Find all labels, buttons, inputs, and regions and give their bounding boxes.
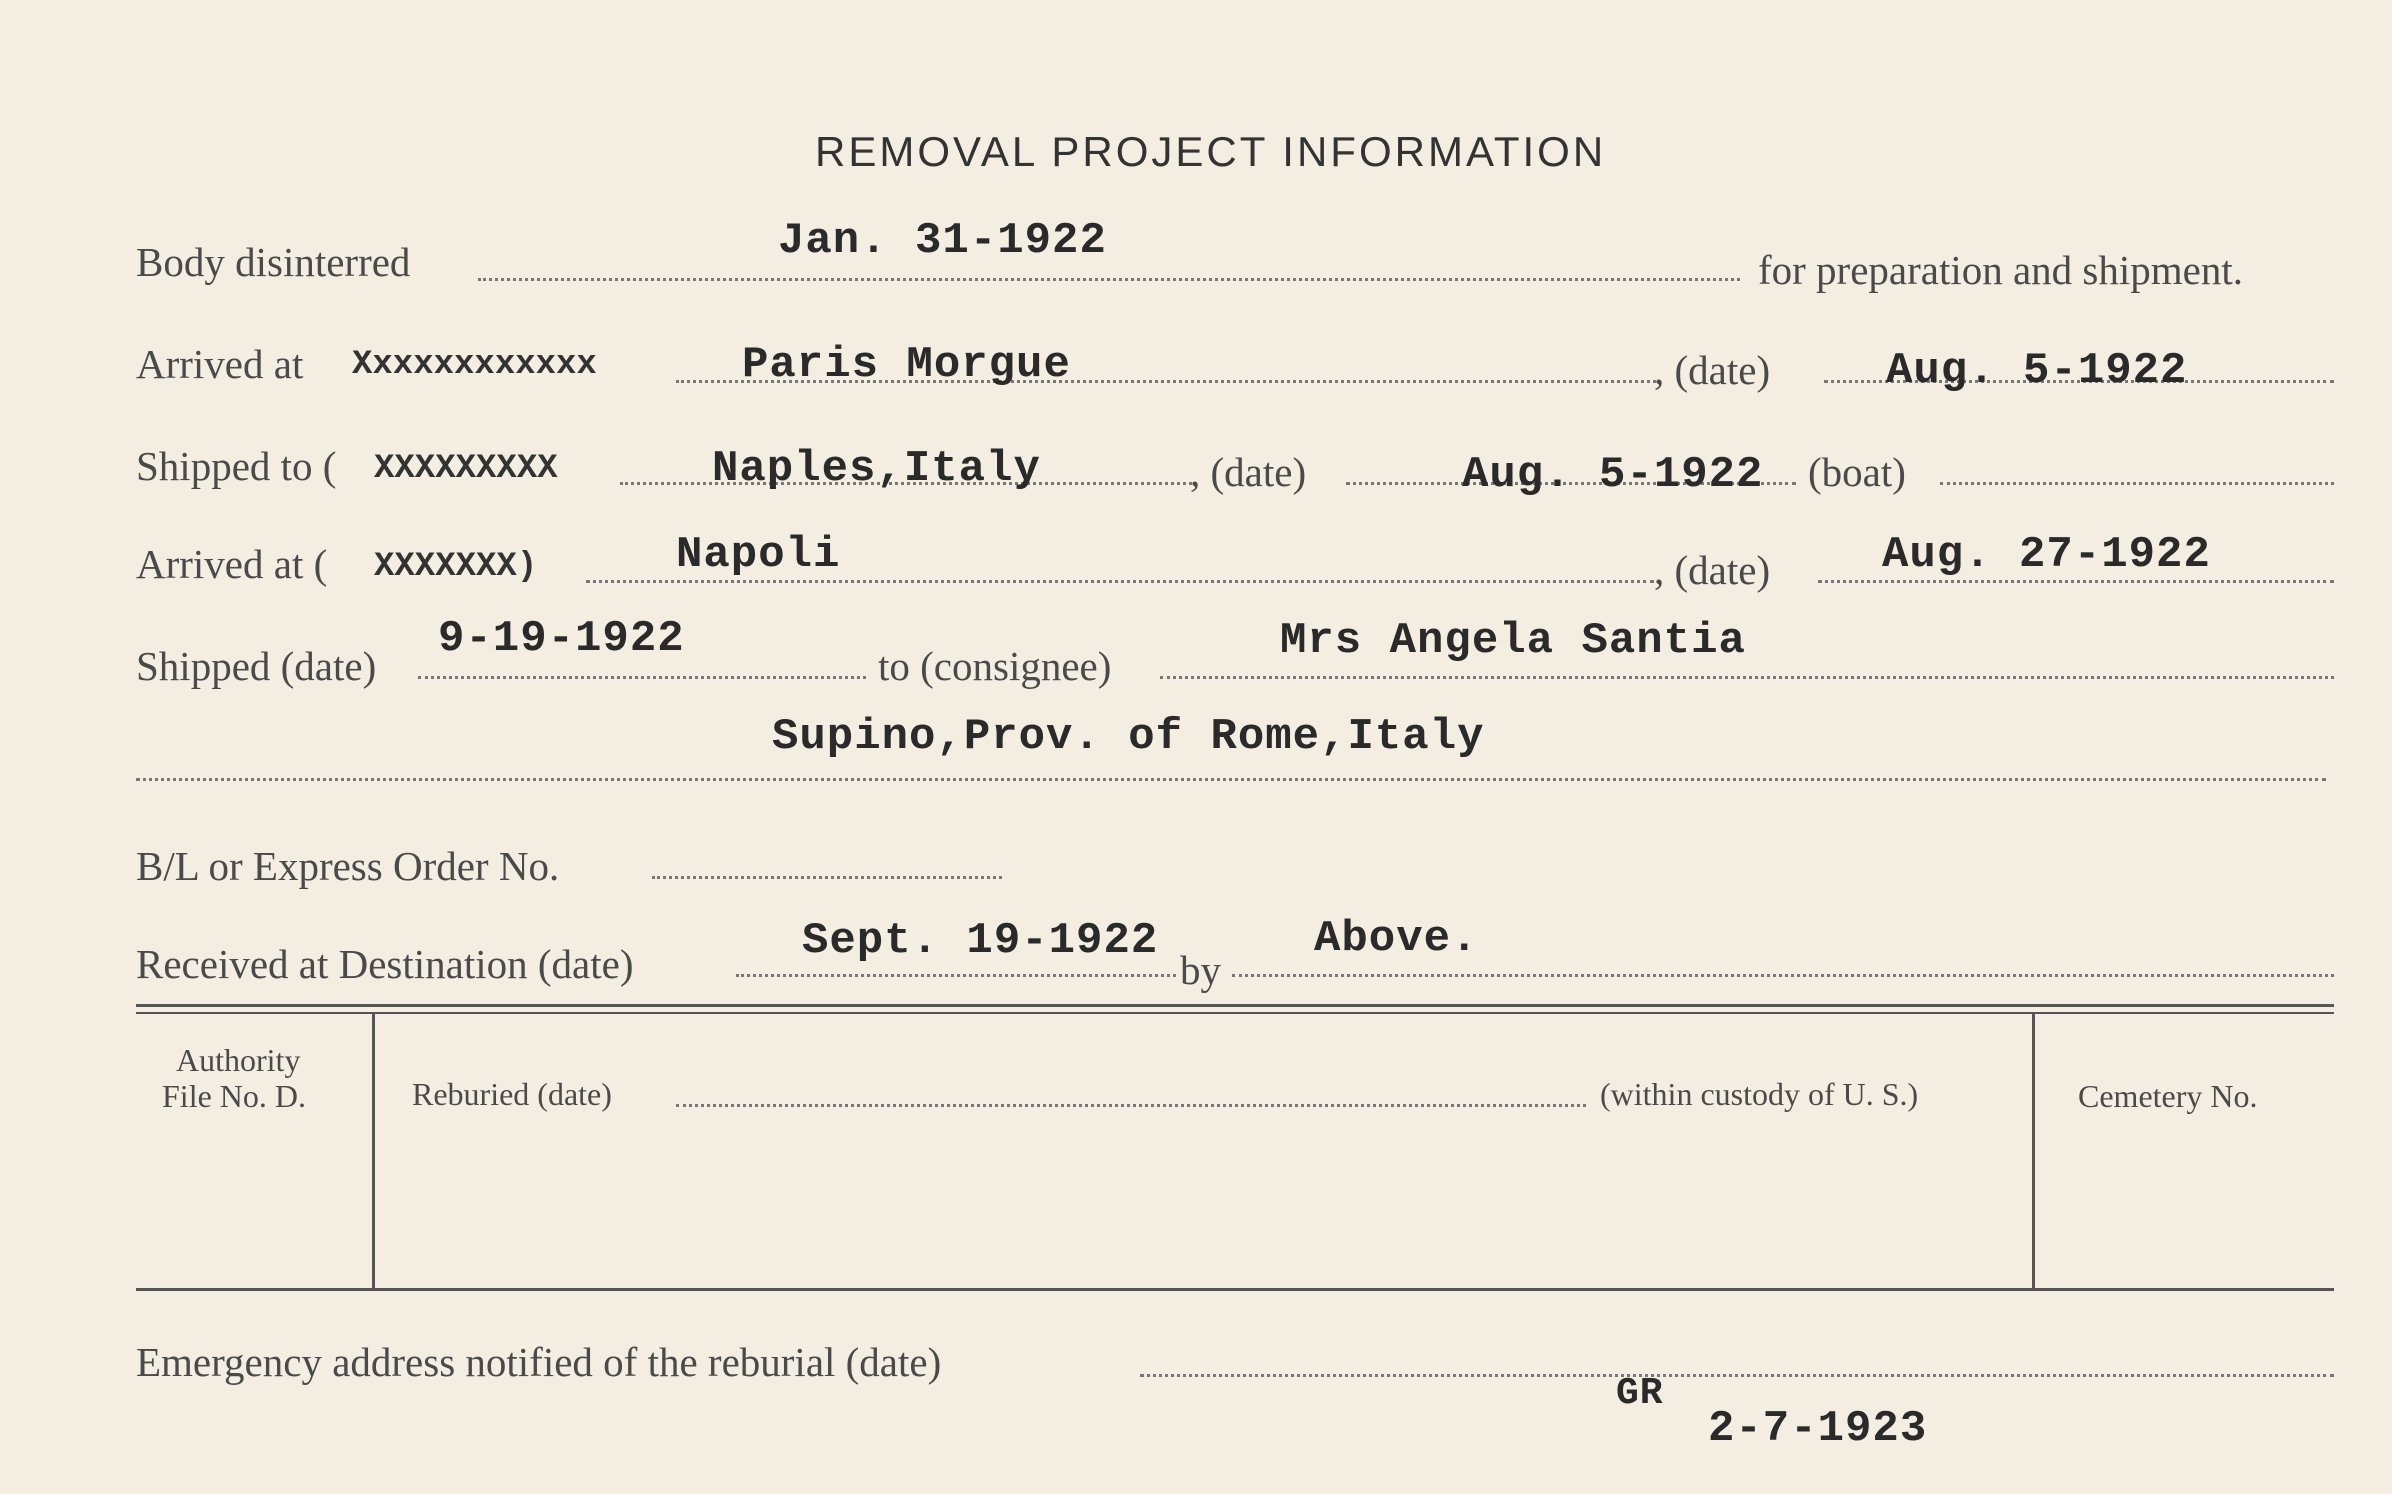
shipped-to-boat-line	[1940, 482, 2334, 485]
arrived-at-date-label: , (date)	[1654, 347, 1771, 393]
arrived-at-2-struck-text: XXXXXXX)	[374, 548, 538, 586]
emergency-label: Emergency address notified of the reburial (date)	[136, 1339, 942, 1385]
arrived-at-2-date-label: , (date)	[1654, 547, 1771, 593]
shipped-to-label: Shipped to (	[136, 443, 337, 489]
authority-label-line1: Authority	[176, 1042, 301, 1078]
arrived-at-date: Aug. 5-1922	[1886, 346, 2188, 396]
consignee-label: to (consignee)	[878, 643, 1112, 689]
custody-label: (within custody of U. S.)	[1600, 1076, 1919, 1112]
table-top-rule-2	[136, 1012, 2334, 1014]
arrived-at-2-label: Arrived at (	[136, 541, 328, 587]
body-disinterred-suffix: for preparation and shipment.	[1758, 247, 2244, 293]
received-by-label: by	[1180, 947, 1221, 993]
arrived-at-struck-text: Xxxxxxxxxxxx	[352, 346, 597, 384]
shipped-date-value: 9-19-1922	[438, 614, 685, 664]
emergency-line	[1140, 1374, 2334, 1377]
shipped-to-date: Aug. 5-1922	[1462, 450, 1764, 500]
received-by-line	[1232, 974, 2334, 977]
cemetery-label: Cemetery No.	[2078, 1078, 2258, 1114]
consignee-name: Mrs Angela Santia	[1280, 616, 1746, 666]
arrived-at-label: Arrived at	[136, 341, 304, 387]
received-line	[736, 974, 1176, 977]
shipped-to-destination: Naples,Italy	[712, 444, 1041, 494]
shipped-to-struck-text: XXXXXXXXX	[374, 450, 558, 488]
table-divider-right	[2032, 1014, 2035, 1288]
received-by-value: Above.	[1314, 914, 1479, 964]
shipped-date-line	[418, 676, 866, 679]
received-date: Sept. 19-1922	[802, 916, 1159, 966]
table-divider-left	[372, 1014, 375, 1288]
consignee-address: Supino,Prov. of Rome,Italy	[772, 712, 1485, 762]
body-disinterred-date: Jan. 31-1922	[778, 216, 1107, 266]
received-label: Received at Destination (date)	[136, 941, 634, 987]
emergency-date: 2-7-1923	[1708, 1404, 1928, 1454]
consignee-line	[1160, 676, 2334, 679]
table-bottom-rule	[136, 1288, 2334, 1291]
card-title: REMOVAL PROJECT INFORMATION	[815, 128, 1607, 175]
shipped-to-boat-label: (boat)	[1808, 449, 1906, 495]
shipped-date-label: Shipped (date)	[136, 643, 377, 689]
body-disinterred-label: Body disinterred	[136, 239, 411, 285]
bl-line	[652, 876, 1002, 879]
bl-label: B/L or Express Order No.	[136, 843, 560, 889]
arrived-at-2-date: Aug. 27-1922	[1882, 530, 2211, 580]
body-disinterred-line	[478, 278, 1740, 281]
arrived-at-2-location: Napoli	[676, 530, 841, 580]
authority-label-line2: File No. D.	[162, 1078, 306, 1114]
consignee-address-line	[136, 778, 2326, 781]
reburied-line	[676, 1104, 1586, 1107]
reburied-label: Reburied (date)	[412, 1076, 612, 1112]
table-top-rule-1	[136, 1004, 2334, 1007]
shipped-to-date-label: , (date)	[1190, 449, 1307, 495]
arrived-at-2-line	[586, 580, 1654, 583]
arrived-at-2-date-line	[1818, 580, 2334, 583]
arrived-at-location: Paris Morgue	[742, 340, 1071, 390]
emergency-initials: GR	[1616, 1372, 1664, 1415]
